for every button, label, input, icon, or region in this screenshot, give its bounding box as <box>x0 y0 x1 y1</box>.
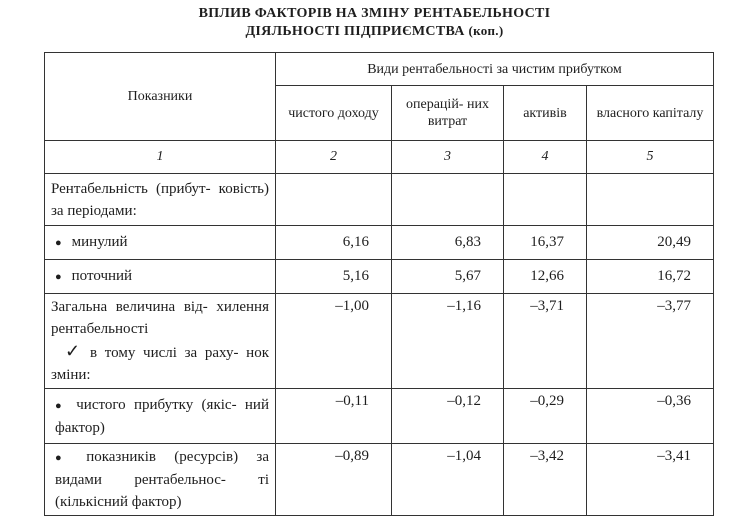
table-row <box>45 294 714 389</box>
table-cell: –3,41 <box>587 444 714 516</box>
table-cell <box>504 174 587 226</box>
page-title <box>0 5 749 40</box>
header-group: Види рентабельності за чистим прибутком <box>276 53 714 86</box>
table-cell: –3,71 <box>504 294 587 389</box>
table-cell: 5,67 <box>392 260 504 294</box>
table-cell <box>392 174 504 226</box>
col-number: 3 <box>392 141 504 174</box>
table-row <box>45 389 714 444</box>
table-cell: 6,83 <box>392 226 504 260</box>
title-line-2: ДІЯЛЬНОСТІ ПІДПРИЄМСТВА <box>245 24 465 39</box>
col-label-operating-costs: операцій- них витрат <box>392 86 504 141</box>
bullet-icon: ● <box>55 271 62 283</box>
table-cell: 16,72 <box>587 260 714 294</box>
table-row <box>45 226 714 260</box>
col-number: 5 <box>587 141 714 174</box>
header-indicators: Показники <box>45 53 276 141</box>
row-label: Загальна величина від- хилення рентабельності <box>51 299 269 337</box>
table-cell: 16,37 <box>504 226 587 260</box>
table-cell: 20,49 <box>587 226 714 260</box>
check-icon: ✓ <box>65 341 85 361</box>
table-row <box>45 260 714 294</box>
col-number: 2 <box>276 141 392 174</box>
bullet-icon: ● <box>55 237 62 249</box>
bullet-icon: ● <box>55 399 67 412</box>
table-cell: 5,16 <box>276 260 392 294</box>
table-cell <box>587 174 714 226</box>
row-label-continued: в тому числі за раху- нок зміни: <box>51 345 269 383</box>
col-number: 4 <box>504 141 587 174</box>
col-number: 1 <box>45 141 276 174</box>
row-label: чистого прибутку (якіс- ний фактор) <box>55 396 269 436</box>
col-label-equity: власного капіталу <box>587 86 714 141</box>
table-cell: –1,04 <box>392 444 504 516</box>
table-cell: –1,16 <box>392 294 504 389</box>
table-row <box>45 444 714 516</box>
profitability-factors-table <box>44 52 714 516</box>
row-label-cell <box>45 226 276 260</box>
row-label-cell <box>45 294 276 389</box>
row-label: минулий <box>71 234 128 250</box>
row-label-cell <box>45 260 276 294</box>
table-cell: –0,36 <box>587 389 714 444</box>
table-cell: 6,16 <box>276 226 392 260</box>
table-cell: –0,29 <box>504 389 587 444</box>
table-row <box>45 174 714 226</box>
title-line-1: ВПЛИВ ФАКТОРІВ НА ЗМІНУ РЕНТАБЕЛЬНОСТІ <box>198 6 551 21</box>
row-label-cell <box>45 444 276 516</box>
row-label-cell <box>45 389 276 444</box>
title-unit: (коп.) <box>468 23 504 38</box>
table-cell: –1,00 <box>276 294 392 389</box>
table-cell <box>276 174 392 226</box>
bullet-icon: ● <box>55 452 77 464</box>
row-label: поточний <box>71 268 133 284</box>
table-cell: –0,12 <box>392 389 504 444</box>
row-label: Рентабельність (прибут- ковість) за періодами: <box>45 174 276 226</box>
table-cell: –3,42 <box>504 444 587 516</box>
table-cell: –3,77 <box>587 294 714 389</box>
table-cell: –0,11 <box>276 389 392 444</box>
table-cell: –0,89 <box>276 444 392 516</box>
row-label: показників (ресурсів) за видами рентабельнос- ті (кількісний фактор) <box>55 449 269 510</box>
table-cell: 12,66 <box>504 260 587 294</box>
col-label-assets: активів <box>504 86 587 141</box>
col-label-net-income: чистого доходу <box>276 86 392 141</box>
